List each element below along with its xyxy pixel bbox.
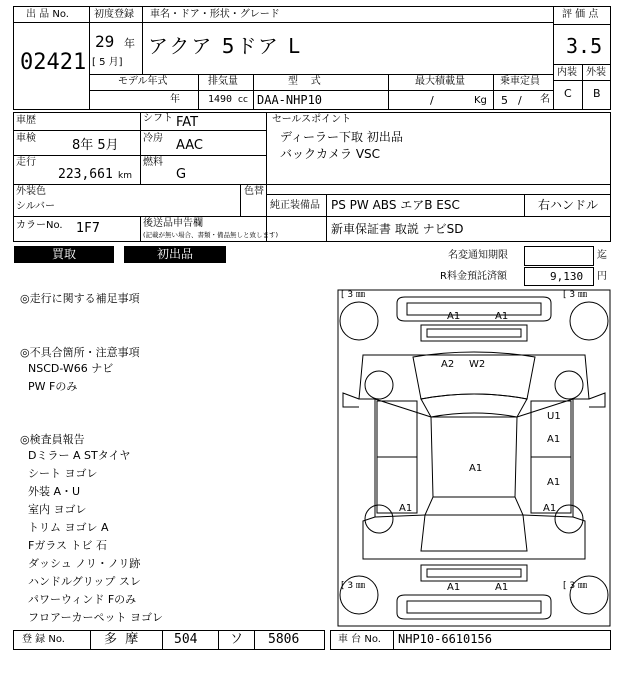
mileage-value: 223,661 bbox=[58, 167, 113, 182]
mark-right-fender: U1 bbox=[547, 411, 561, 422]
shift-value: FAT bbox=[176, 115, 199, 130]
model-value: DAA-NHP10 bbox=[257, 93, 323, 107]
running-heading: ◎走行に関する補足事項 bbox=[20, 292, 140, 305]
year-unit: 年 bbox=[124, 37, 135, 50]
mark-left-quarter: A1 bbox=[399, 503, 413, 514]
mark-rear-bumper-right: A1 bbox=[495, 582, 509, 593]
max-load-label: 最大積載量 bbox=[415, 76, 465, 87]
defect-item: NSCD-W66 ナビ bbox=[28, 362, 114, 375]
lot-label: 出 品 No. bbox=[26, 9, 69, 20]
inspector-item: トリム ヨゴレ A bbox=[28, 521, 109, 534]
capacity-sep: / bbox=[518, 94, 522, 107]
displacement-unit: cc bbox=[238, 95, 248, 105]
equipment-label: 純正装備品 bbox=[270, 200, 320, 211]
aftermarket-label: 後送品申告欄 bbox=[143, 218, 203, 229]
first-reg-label: 初度登録 bbox=[94, 9, 134, 20]
exterior-label: 外装 bbox=[586, 67, 606, 78]
reg-area: 多 摩 bbox=[104, 632, 139, 647]
recycle-value: 9,130 bbox=[550, 270, 584, 283]
mark-hood-w2: W2 bbox=[469, 359, 486, 370]
sales-point-line2: バックカメラ VSC bbox=[280, 147, 381, 161]
displacement-value: 1490 bbox=[208, 94, 233, 105]
car-name: アクア 5ドア L bbox=[148, 34, 302, 58]
shift-label: シフト bbox=[143, 113, 173, 124]
equipment-value: PS PW ABS エアB ESC bbox=[331, 198, 460, 212]
first-reg-month: [ 5 月] bbox=[92, 57, 123, 68]
max-load-value: / bbox=[430, 94, 434, 107]
inspector-item: フロアーカーペット ヨゴレ bbox=[28, 611, 163, 624]
mark-rear-bumper-left: A1 bbox=[447, 582, 461, 593]
first-reg-year: 29 bbox=[95, 32, 115, 51]
aftermarket-note: (記載が無い場合、書類・備品無しと致します) bbox=[143, 231, 279, 239]
tire-depth-rl: [ 3 ㎜ bbox=[341, 581, 365, 591]
inspector-item: 外装 A・U bbox=[28, 485, 81, 498]
inspector-heading: ◎検査員報告 bbox=[20, 433, 85, 446]
buy-badge: 買取 bbox=[14, 246, 114, 263]
history-label: 車歴 bbox=[16, 115, 36, 126]
inspector-item: 室内 ヨゴレ bbox=[28, 503, 87, 516]
fuel-label: 燃料 bbox=[143, 157, 163, 168]
inspection-value: 8年 5月 bbox=[72, 138, 119, 153]
aftermarket-value: 新車保証書 取説 ナビSD bbox=[331, 222, 464, 236]
score-value: 3.5 bbox=[566, 34, 603, 58]
car-damage-diagram bbox=[337, 289, 611, 627]
recycle-unit: 円 bbox=[597, 271, 607, 282]
ac-value: AAC bbox=[176, 138, 203, 153]
model-year-value: 年 bbox=[170, 94, 180, 105]
ext-color-label: 外装色 bbox=[16, 186, 46, 197]
exterior-grade: B bbox=[593, 87, 601, 100]
chassis-value: NHP10-6610156 bbox=[398, 632, 492, 646]
car-name-label: 車名・ドア・形状・グレード bbox=[150, 9, 280, 20]
capacity-value: 5 bbox=[501, 94, 508, 107]
steering-value: 右ハンドル bbox=[538, 198, 599, 212]
reg-label: 登 録 No. bbox=[22, 634, 65, 645]
tire-depth-rr: [ 3 ㎜ bbox=[563, 581, 587, 591]
ac-label: 冷房 bbox=[143, 133, 163, 144]
name-change-label: 名変通知期限 bbox=[448, 250, 508, 261]
reg-class: 504 bbox=[174, 632, 198, 647]
defect-item: PW Fのみ bbox=[28, 380, 78, 393]
interior-label: 内装 bbox=[557, 67, 577, 78]
name-change-unit: 迄 bbox=[597, 250, 607, 261]
ext-color-value: シルバー bbox=[16, 201, 56, 212]
mark-front-bumper-right: A1 bbox=[495, 311, 509, 322]
name-change-box bbox=[524, 246, 594, 266]
interior-grade: C bbox=[564, 87, 572, 100]
mark-hood-a2: A2 bbox=[441, 359, 455, 370]
mark-roof: A1 bbox=[469, 463, 483, 474]
mark-right-quarter: A1 bbox=[543, 503, 557, 514]
inspector-item: ダッシュ ノリ・ノリ跡 bbox=[28, 557, 141, 570]
inspector-item: Dミラー A STタイヤ bbox=[28, 449, 131, 462]
max-load-unit: Kg bbox=[474, 95, 487, 106]
tire-depth-fr: [ 3 ㎜ bbox=[563, 290, 587, 300]
fuel-value: G bbox=[176, 167, 187, 182]
model-label: 型 式 bbox=[288, 76, 321, 87]
reg-kana: ソ bbox=[230, 632, 244, 647]
score-label: 評 価 点 bbox=[562, 9, 599, 20]
mark-right-front-door: A1 bbox=[547, 434, 561, 445]
capacity-unit: 名 bbox=[540, 94, 550, 105]
sales-point-label: セールスポイント bbox=[272, 114, 352, 125]
tire-depth-fl: [ 3 ㎜ bbox=[341, 290, 365, 300]
inspector-item: Fガラス トビ 石 bbox=[28, 539, 107, 552]
model-year-label: モデル年式 bbox=[118, 76, 168, 87]
defects-heading: ◎不具合箇所・注意事項 bbox=[20, 346, 140, 359]
mark-right-rear-door: A1 bbox=[547, 477, 561, 488]
mark-front-bumper-left: A1 bbox=[447, 311, 461, 322]
reg-number: 5806 bbox=[268, 632, 300, 647]
lot-number: 02421 bbox=[20, 50, 87, 75]
inspector-item: ハンドルグリップ スレ bbox=[28, 575, 141, 588]
recycle-label: R料金預託済額 bbox=[440, 271, 507, 282]
listing-badge: 初出品 bbox=[124, 246, 226, 263]
mileage-unit: km bbox=[118, 171, 132, 181]
mileage-label: 走行 bbox=[16, 157, 36, 168]
color-no-value: 1F7 bbox=[76, 221, 101, 236]
displacement-label: 排気量 bbox=[208, 76, 238, 87]
inspector-item: シート ヨゴレ bbox=[28, 467, 98, 480]
chassis-label: 車 台 No. bbox=[338, 634, 381, 645]
inspector-item: パワーウィンド Fのみ bbox=[28, 593, 137, 606]
color-change-label: 色替 bbox=[244, 186, 264, 197]
color-no-label: カラーNo. bbox=[16, 220, 63, 231]
inspection-label: 車検 bbox=[16, 133, 36, 144]
sales-point-line1: ディーラー下取 初出品 bbox=[280, 130, 403, 144]
capacity-label: 乗車定員 bbox=[500, 76, 540, 87]
